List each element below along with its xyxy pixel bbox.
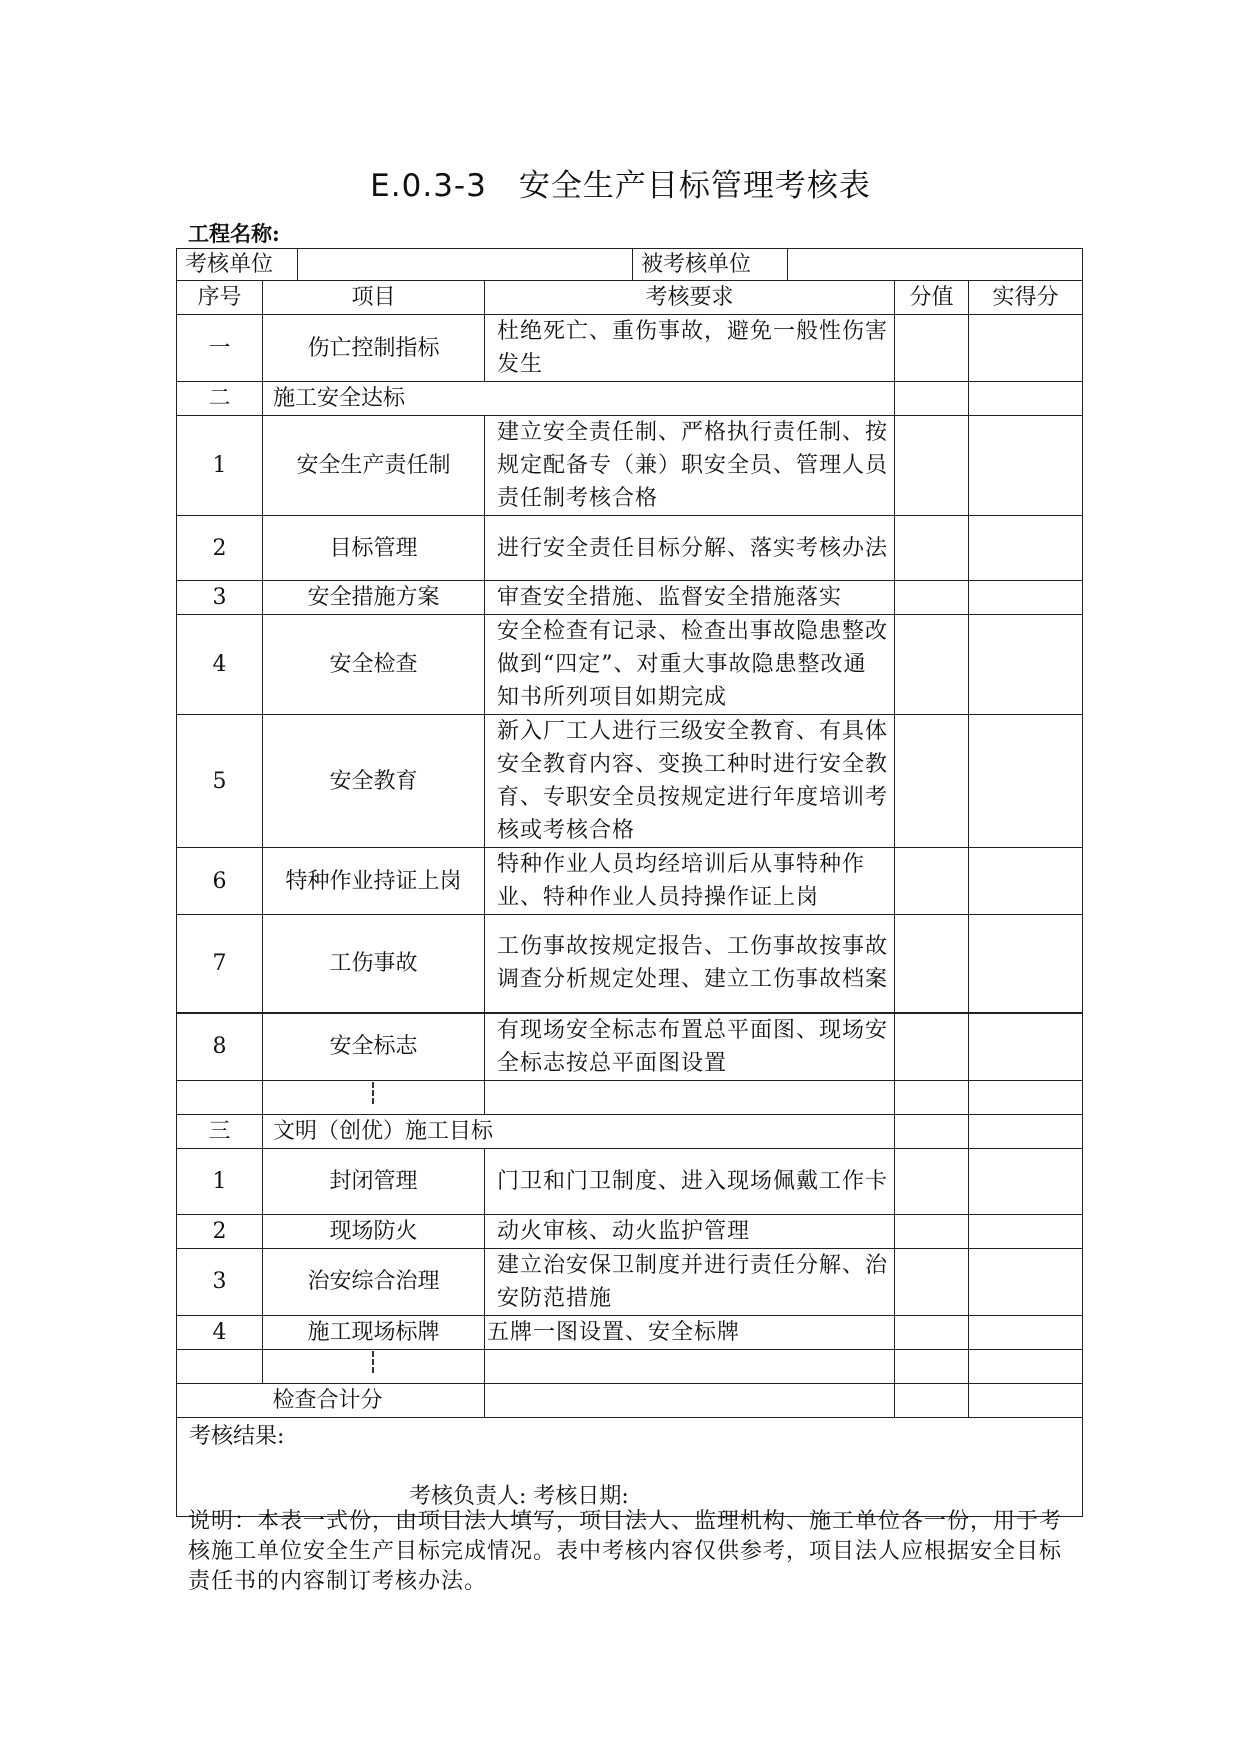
row-seq: 5	[177, 715, 263, 848]
row-item: 特种作业持证上岗	[263, 848, 485, 915]
row-score-cell[interactable]	[895, 848, 969, 915]
row-actual-cell[interactable]	[969, 615, 1083, 715]
result-row	[177, 1417, 1083, 1516]
row-item: 安全检查	[263, 615, 485, 715]
ellipsis-row	[177, 1080, 1083, 1114]
row-item: 安全标志	[263, 1013, 485, 1081]
row-item: 目标管理	[263, 516, 485, 581]
row-score-cell[interactable]	[895, 382, 969, 416]
row-seq: 6	[177, 848, 263, 915]
vertical-ellipsis-mark	[263, 1080, 485, 1114]
signer-label: 考核负责人: 考核日期:	[409, 1483, 629, 1509]
row-score-cell[interactable]	[895, 416, 969, 516]
row-seq: 1	[177, 416, 263, 516]
table-row	[177, 615, 1083, 715]
row-item: 安全教育	[263, 715, 485, 848]
row-seq: 一	[177, 315, 263, 382]
project-name-label: 工程名称:	[188, 221, 280, 246]
row-item: 施工现场标牌	[263, 1315, 485, 1349]
table-row	[177, 416, 1083, 516]
row-seq: 2	[177, 516, 263, 581]
row-score-cell[interactable]	[895, 1315, 969, 1349]
row-score-cell[interactable]	[895, 581, 969, 615]
row-requirement: 进行安全责任目标分解、落实考核办法	[485, 516, 895, 581]
unit-value-field[interactable]	[298, 249, 633, 280]
row-item: 安全生产责任制	[263, 416, 485, 516]
row-requirement: 特种作业人员均经培训后从事特种作业、特种作业人员持操作证上岗	[485, 848, 895, 915]
result-label: 考核结果:	[189, 1423, 285, 1449]
row-item: 伤亡控制指标	[263, 315, 485, 382]
table-row	[177, 1148, 1083, 1214]
row-score-cell[interactable]	[895, 1214, 969, 1248]
empty-cell	[177, 1080, 263, 1114]
total-requirement-cell	[485, 1383, 895, 1417]
assessed-unit-label: 被考核单位	[633, 249, 788, 280]
table-row	[177, 848, 1083, 915]
section-seq: 二	[177, 382, 263, 416]
column-header-requirement: 考核要求	[485, 281, 895, 315]
row-actual-cell[interactable]	[969, 1114, 1083, 1148]
table-row	[177, 715, 1083, 848]
section-title: 文明（创优）施工目标	[263, 1114, 895, 1148]
unit-row	[177, 249, 1083, 281]
row-item: 现场防火	[263, 1214, 485, 1248]
row-actual-cell[interactable]	[969, 1248, 1083, 1315]
row-actual-cell[interactable]	[969, 1315, 1083, 1349]
row-score-cell[interactable]	[895, 1148, 969, 1214]
table-row	[177, 1214, 1083, 1248]
column-header-score: 分值	[895, 281, 969, 315]
row-score-cell[interactable]	[895, 715, 969, 848]
row-item: 安全措施方案	[263, 581, 485, 615]
row-requirement: 新入厂工人进行三级安全教育、有具体安全教育内容、变换工种时进行安全教育、专职安全员按规定进行年度培训考核或考核合格	[485, 715, 895, 848]
row-score-cell[interactable]	[895, 516, 969, 581]
row-score-cell[interactable]	[895, 315, 969, 382]
section-row	[177, 1114, 1083, 1148]
section-seq: 三	[177, 1114, 263, 1148]
row-requirement: 审查安全措施、监督安全措施落实	[485, 581, 895, 615]
row-actual-cell[interactable]	[969, 382, 1083, 416]
ellipsis-row	[177, 1349, 1083, 1383]
row-requirement: 工伤事故按规定报告、工伤事故按事故调查分析规定处理、建立工伤事故档案	[485, 915, 895, 1013]
row-actual-cell[interactable]	[969, 848, 1083, 915]
row-seq: 7	[177, 915, 263, 1013]
row-score-cell[interactable]	[895, 1349, 969, 1383]
row-actual-cell[interactable]	[969, 1148, 1083, 1214]
column-header-row	[177, 281, 1083, 315]
row-actual-cell[interactable]	[969, 516, 1083, 581]
result-cell[interactable]	[177, 1417, 1083, 1516]
row-score-cell[interactable]	[895, 1013, 969, 1081]
row-actual-cell[interactable]	[969, 715, 1083, 848]
row-requirement: 安全检查有记录、检查出事故隐患整改做到“四定”、对重大事故隐患整改通知书所列项目如期完成	[485, 615, 895, 715]
empty-cell	[485, 1349, 895, 1383]
row-score-cell[interactable]	[895, 915, 969, 1013]
column-header-seq: 序号	[177, 281, 263, 315]
row-item: 封闭管理	[263, 1148, 485, 1214]
row-seq: 2	[177, 1214, 263, 1248]
row-requirement: 建立安全责任制、严格执行责任制、按规定配备专（兼）职安全员、管理人员责任制考核合格	[485, 416, 895, 516]
row-score-cell[interactable]	[895, 1248, 969, 1315]
empty-cell	[177, 1349, 263, 1383]
column-header-actual: 实得分	[969, 281, 1083, 315]
row-actual-cell[interactable]	[969, 581, 1083, 615]
row-requirement: 动火审核、动火监护管理	[485, 1214, 895, 1248]
table-row	[177, 915, 1083, 1013]
row-seq: 8	[177, 1013, 263, 1081]
row-seq: 1	[177, 1148, 263, 1214]
row-actual-cell[interactable]	[969, 915, 1083, 1013]
assessment-table	[176, 248, 1083, 1517]
row-requirement: 五牌一图设置、安全标牌	[485, 1315, 895, 1349]
total-label: 检查合计分	[177, 1383, 485, 1417]
vertical-ellipsis-mark	[263, 1349, 485, 1383]
row-item: 工伤事故	[263, 915, 485, 1013]
table-row	[177, 516, 1083, 581]
row-seq: 4	[177, 615, 263, 715]
row-seq: 3	[177, 581, 263, 615]
table-row	[177, 315, 1083, 382]
unit-label: 考核单位	[177, 249, 298, 280]
table-row	[177, 1248, 1083, 1315]
row-actual-cell[interactable]	[969, 416, 1083, 516]
row-score-cell[interactable]	[895, 615, 969, 715]
row-requirement: 杜绝死亡、重伤事故，避免一般性伤害发生	[485, 315, 895, 382]
row-actual-cell[interactable]	[969, 1013, 1083, 1081]
row-actual-cell[interactable]	[969, 315, 1083, 382]
total-row	[177, 1383, 1083, 1417]
row-score-cell[interactable]	[895, 1114, 969, 1148]
total-actual-cell[interactable]	[969, 1383, 1083, 1417]
row-seq: 4	[177, 1315, 263, 1349]
section-row	[177, 382, 1083, 416]
row-requirement: 有现场安全标志布置总平面图、现场安全标志按总平面图设置	[485, 1013, 895, 1081]
row-item: 治安综合治理	[263, 1248, 485, 1315]
empty-cell	[485, 1080, 895, 1114]
assessed-unit-value-field[interactable]	[788, 249, 1082, 280]
footnote: 说明：本表一式份，由项目法人填写，项目法人、监理机构、施工单位各一份，用于考核施工单位安全生产目标完成情况。表中考核内容仅供参考，项目法人应根据安全目标责任书的内容制订考核办法。	[188, 1509, 1063, 1594]
row-actual-cell[interactable]	[969, 1349, 1083, 1383]
row-requirement: 门卫和门卫制度、进入现场佩戴工作卡	[485, 1148, 895, 1214]
row-score-cell[interactable]	[895, 1080, 969, 1114]
row-actual-cell[interactable]	[969, 1214, 1083, 1248]
total-score-cell[interactable]	[895, 1383, 969, 1417]
section-title: 施工安全达标	[263, 382, 895, 416]
table-row	[177, 581, 1083, 615]
page-title: E.0.3-3 安全生产目标管理考核表	[370, 168, 871, 204]
table-row	[177, 1013, 1083, 1081]
table-row	[177, 1315, 1083, 1349]
row-actual-cell[interactable]	[969, 1080, 1083, 1114]
row-seq: 3	[177, 1248, 263, 1315]
row-requirement: 建立治安保卫制度并进行责任分解、治安防范措施	[485, 1248, 895, 1315]
column-header-item: 项目	[263, 281, 485, 315]
